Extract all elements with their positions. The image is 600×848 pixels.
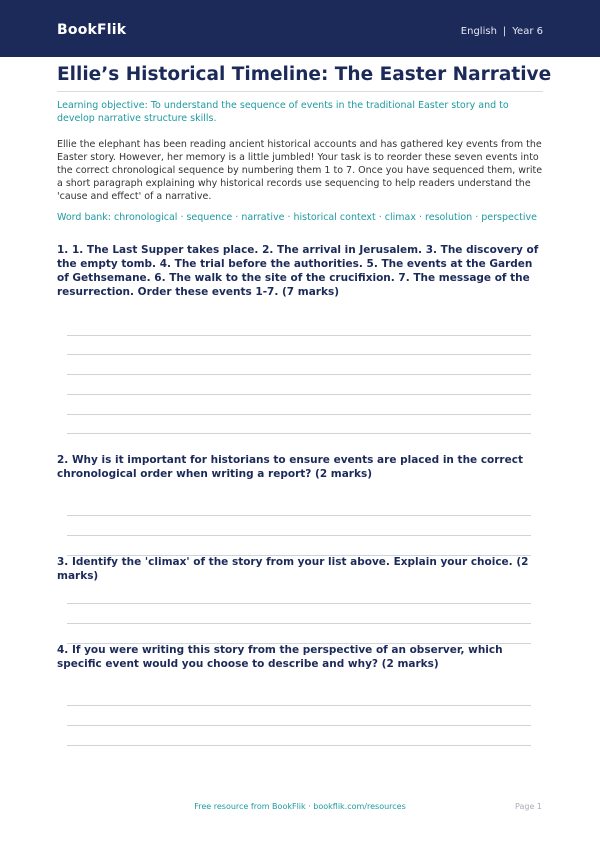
answer-line[interactable]: [67, 535, 531, 536]
question-4: 4. If you were writing this story from the perspective of an observer, which specific event would you choose to describe and why? (2 marks): [57, 644, 503, 670]
answer-line[interactable]: [67, 414, 531, 415]
page-header: [0, 0, 600, 57]
page-number: Page 1: [515, 802, 542, 811]
page-title: Ellie’s Historical Timeline: The Easter Narrative: [57, 64, 552, 85]
question-2: 2. Why is it important for historians to ensure events are placed in the correct chronological order when writing a report? (2 marks): [57, 454, 523, 480]
footer-credit[interactable]: Free resource from BookFlik · bookflik.com/resources: [194, 802, 406, 811]
subject-label: English: [460, 26, 497, 37]
year-label: Year 6: [512, 26, 543, 37]
intro-paragraph: Ellie the elephant has been reading ancient historical accounts and has gathered key events from the Easter story. However, her memory is a little jumbled! Your task is to reorder these seven events into the correct chronological sequence by numbering them 1 to 7. Once you have sequenced them, write a short paragraph explaining why historical records use sequencing to help readers understand the 'cause and effect' of a narrative.: [57, 139, 543, 202]
learning-objective: Learning objective: To understand the sequence of events in the traditional Easter story and to develop narrative structure skills.: [57, 100, 509, 124]
answer-line[interactable]: [67, 725, 531, 726]
answer-line[interactable]: [67, 705, 531, 706]
question-3: 3. Identify the 'climax' of the story from your list above. Explain your choice. (2 marks): [57, 556, 529, 582]
answer-line[interactable]: [67, 603, 531, 604]
header-meta: [461, 26, 543, 37]
answer-line[interactable]: [67, 394, 531, 395]
answer-line[interactable]: [67, 745, 531, 746]
word-bank: Word bank: chronological · sequence · narrative · historical context · climax · resolution · perspective: [57, 212, 537, 223]
title-divider: [57, 91, 543, 92]
answer-line[interactable]: [67, 433, 531, 434]
header-separator: |: [502, 26, 507, 37]
answer-line[interactable]: [67, 374, 531, 375]
answer-line[interactable]: [67, 354, 531, 355]
question-1: 1. 1. The Last Supper takes place. 2. The arrival in Jerusalem. 3. The discovery of the empty tomb. 4. The trial before the authorities. 5. The events at the Garden of Gethsemane. 6. The walk to the site of the crucifixion. 7. The message of the resurrection. Order these events 1-7. (7 marks): [57, 244, 539, 298]
answer-line[interactable]: [67, 515, 531, 516]
answer-line[interactable]: [67, 335, 531, 336]
brand-logo[interactable]: BookFlik: [57, 22, 127, 38]
answer-line[interactable]: [67, 623, 531, 624]
